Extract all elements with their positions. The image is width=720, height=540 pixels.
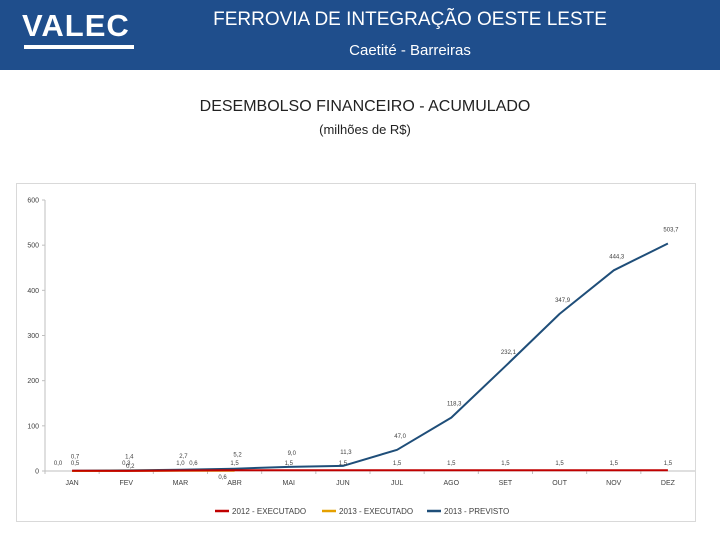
data-label-previsto: 232,1 bbox=[500, 350, 516, 357]
x-tick-label: NOV bbox=[606, 480, 622, 487]
series-line-3 bbox=[72, 244, 668, 471]
series-line-1 bbox=[72, 470, 668, 471]
x-tick-label: FEV bbox=[119, 480, 134, 487]
legend-label-1: 2012 - EXECUTADO bbox=[232, 507, 307, 516]
y-tick-label: 300 bbox=[27, 333, 39, 340]
chart-subtitle: (milhões de R$) bbox=[319, 122, 411, 137]
data-label-2013-executado: 0,2 bbox=[126, 464, 135, 470]
data-label-previsto: 2,7 bbox=[179, 453, 188, 460]
page-title: FERROVIA DE INTEGRAÇÃO OESTE LESTE bbox=[213, 9, 607, 30]
data-label-previsto: 47,0 bbox=[394, 433, 406, 440]
data-label-2012: 1,5 bbox=[338, 461, 348, 467]
data-label-2012: 1,5 bbox=[609, 461, 618, 467]
data-label-previsto: 347,9 bbox=[555, 297, 571, 304]
page-subtitle: Caetité - Barreiras bbox=[349, 42, 471, 59]
data-label-2012: 0,3 bbox=[122, 461, 131, 467]
x-tick-label: JUN bbox=[336, 480, 350, 487]
x-tick-label: SET bbox=[498, 480, 513, 487]
data-label-2012: 1,5 bbox=[447, 461, 456, 467]
data-label-previsto: 11,3 bbox=[340, 449, 352, 456]
y-tick-label: 500 bbox=[27, 242, 39, 250]
x-tick-label: OUT bbox=[552, 480, 567, 487]
legend-label-3: 2013 - PREVISTO bbox=[444, 507, 510, 516]
x-tick-label: AGO bbox=[443, 480, 460, 487]
data-label-2012: 1,0 bbox=[176, 461, 185, 467]
x-tick-label: JAN bbox=[65, 480, 79, 487]
data-label-2012: 1,5 bbox=[230, 461, 239, 467]
y-tick-label: 0 bbox=[35, 468, 39, 476]
data-label-2013-executado: 0,6 bbox=[189, 461, 198, 467]
x-tick-label: JUL bbox=[390, 480, 404, 487]
x-tick-label: MAR bbox=[172, 480, 189, 487]
data-label-2013-executado: 0,6 bbox=[218, 475, 227, 481]
data-label-2012: 1,5 bbox=[284, 461, 293, 467]
x-tick-label: MAI bbox=[282, 480, 295, 487]
chart-title: DESEMBOLSO FINANCEIRO - ACUMULADO bbox=[199, 98, 531, 115]
data-label-previsto: 1,4 bbox=[125, 454, 134, 461]
valec-logo: VALEC bbox=[22, 8, 130, 43]
data-label-previsto: 9,0 bbox=[287, 450, 296, 457]
x-tick-label: DEZ bbox=[660, 480, 675, 487]
x-tick-label: ABR bbox=[227, 480, 242, 487]
data-label-2012: 1,5 bbox=[663, 461, 673, 467]
data-label-previsto: 444,3 bbox=[609, 254, 625, 261]
y-tick-label: 100 bbox=[27, 423, 39, 431]
data-label-previsto: 0,7 bbox=[70, 454, 80, 461]
data-label-2012: 0,5 bbox=[70, 461, 80, 467]
data-label-2013-executado: 0,0 bbox=[53, 461, 63, 467]
data-label-previsto: 118,3 bbox=[446, 401, 462, 408]
data-label-previsto: 503,7 bbox=[663, 227, 679, 234]
data-label-2012: 1,5 bbox=[501, 461, 510, 467]
legend-label-2: 2013 - EXECUTADO bbox=[339, 507, 414, 516]
data-label-2012: 1,5 bbox=[555, 461, 564, 467]
data-label-2012: 1,5 bbox=[392, 461, 402, 467]
y-tick-label: 600 bbox=[27, 197, 39, 205]
y-tick-label: 200 bbox=[27, 378, 39, 386]
y-tick-label: 400 bbox=[27, 287, 39, 295]
data-label-previsto: 5,2 bbox=[233, 452, 242, 459]
